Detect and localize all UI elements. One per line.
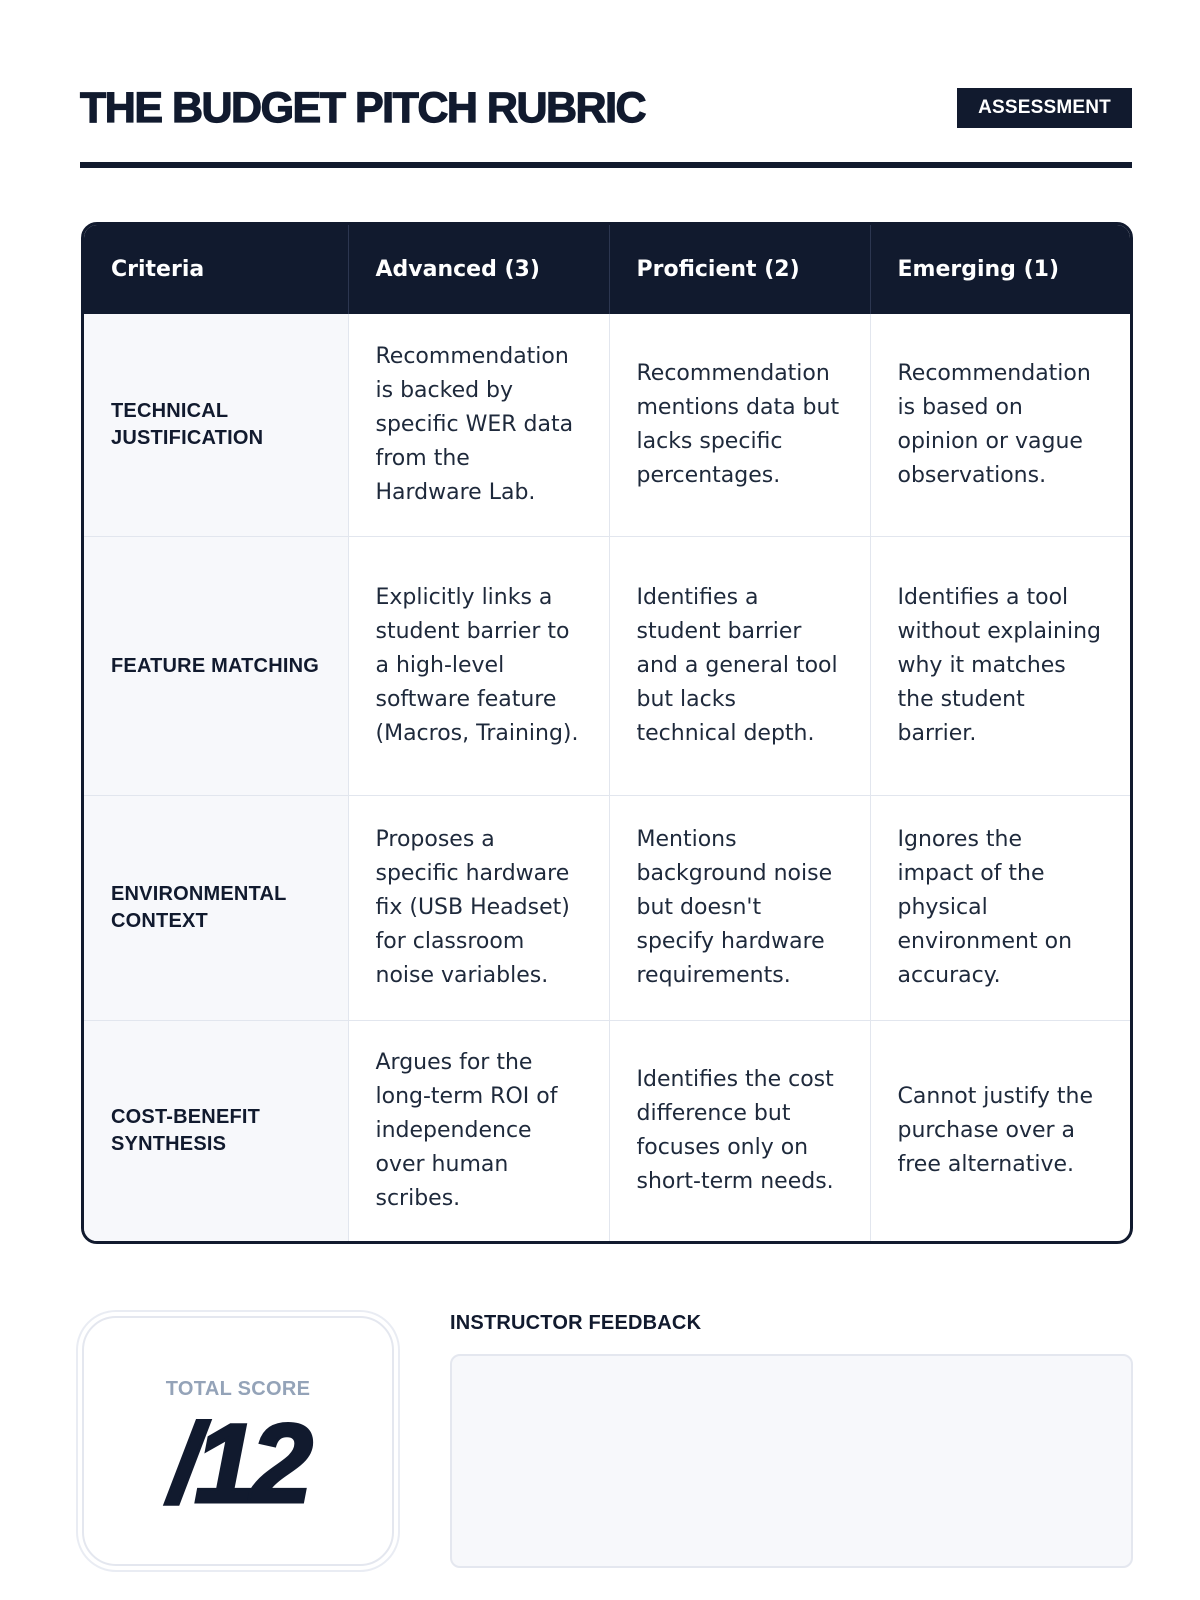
column-header-emerging: Emerging (1) [870, 225, 1130, 314]
total-score-label: TOTAL SCORE [165, 1378, 311, 1400]
table-row [84, 1021, 1130, 1242]
criteria-cell: ENVIRONMENTAL CONTEXT [84, 796, 348, 1021]
advanced-cell: Recommendation is backed by specific WER data from the Hardware Lab. [348, 314, 609, 537]
page-header [80, 80, 1132, 168]
emerging-cell: Identifies a tool without explaining why it matches the student barrier. [870, 537, 1130, 796]
proficient-cell: Recommendation mentions data but lacks specific percentages. [609, 314, 870, 537]
advanced-cell: Explicitly links a student barrier to a high-level software feature (Macros, Training). [348, 537, 609, 796]
criteria-cell: FEATURE MATCHING [84, 537, 348, 796]
advanced-cell: Argues for the long-term ROI of independence over human scribes. [348, 1021, 609, 1242]
rubric-header-row [84, 225, 1130, 314]
instructor-feedback-field[interactable] [450, 1354, 1133, 1568]
page-title: THE BUDGET PITCH RUBRIC [80, 84, 646, 132]
column-header-advanced: Advanced (3) [348, 225, 609, 314]
proficient-cell: Identifies the cost difference but focuses only on short-term needs. [609, 1021, 870, 1242]
assessment-badge: ASSESSMENT [957, 88, 1132, 128]
column-header-criteria: Criteria [84, 225, 348, 314]
proficient-cell: Identifies a student barrier and a general tool but lacks technical depth. [609, 537, 870, 796]
table-row [84, 537, 1130, 796]
advanced-cell: Proposes a specific hardware fix (USB Headset) for classroom noise variables. [348, 796, 609, 1021]
total-score-value: /12 [169, 1401, 307, 1526]
table-row [84, 796, 1130, 1021]
criteria-cell: TECHNICAL JUSTIFICATION [84, 314, 348, 537]
criteria-cell: COST-BENEFIT SYNTHESIS [84, 1021, 348, 1242]
emerging-cell: Ignores the impact of the physical environment on accuracy. [870, 796, 1130, 1021]
proficient-cell: Mentions background noise but doesn't specify hardware requirements. [609, 796, 870, 1021]
table-row [84, 314, 1130, 537]
total-score-card [82, 1316, 394, 1566]
rubric-table [81, 222, 1133, 1244]
instructor-feedback-label: INSTRUCTOR FEEDBACK [450, 1312, 702, 1334]
emerging-cell: Cannot justify the purchase over a free alternative. [897, 1084, 1094, 1177]
emerging-cell: Recommendation is based on opinion or vague observations. [870, 314, 1130, 537]
column-header-proficient: Proficient (2) [609, 225, 870, 314]
